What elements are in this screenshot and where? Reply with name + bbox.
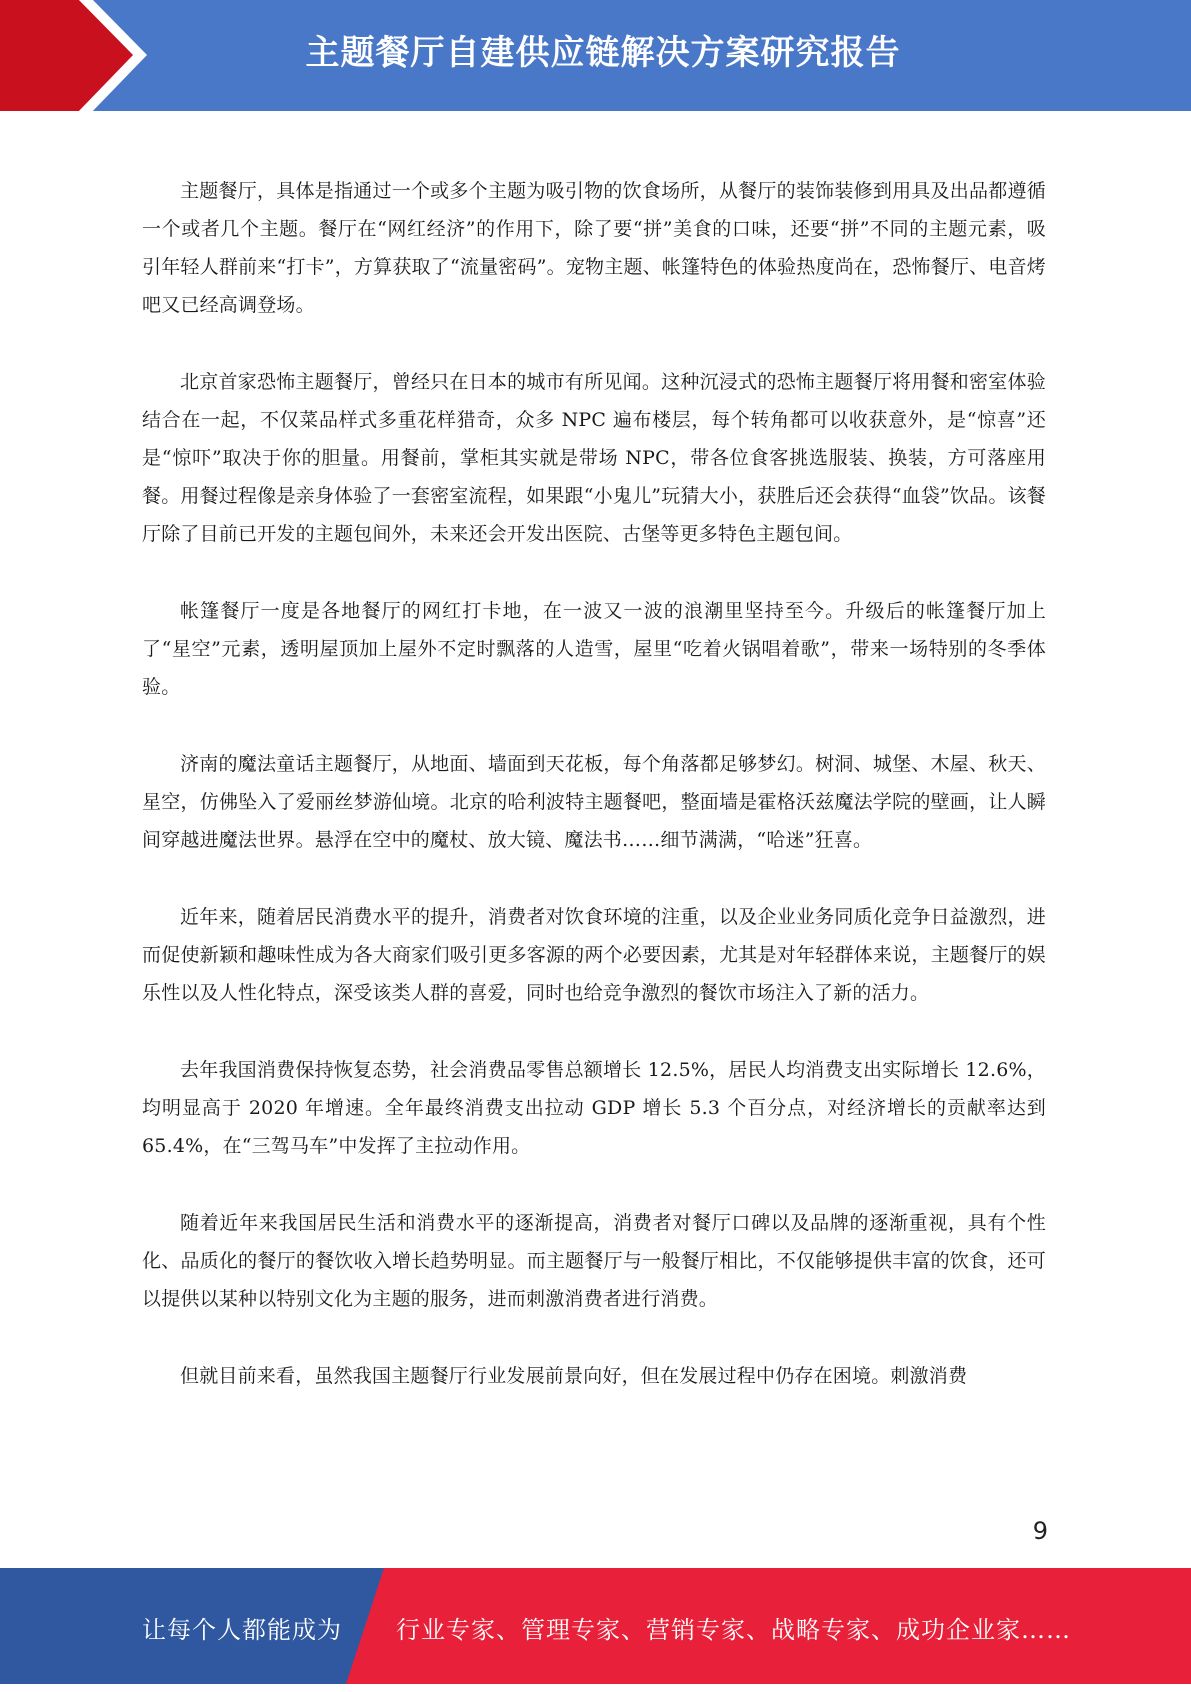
- paragraph: 帐篷餐厅一度是各地餐厅的网红打卡地，在一波又一波的浪潮里坚持至今。升级后的帐篷餐厅加上了“星空”元素，透明屋顶加上屋外不定时飘落的人造雪，屋里“吃着火锅唱着歌”，带来一场特别的冬季体验。: [142, 600, 1046, 698]
- report-footer: [0, 1568, 1191, 1684]
- paragraph: 但就目前来看，虽然我国主题餐厅行业发展前景向好，但在发展过程中仍存在困境。刺激消费: [180, 1365, 968, 1387]
- footer-slogan-right: 行业专家、管理专家、营销专家、战略专家、成功企业家……: [396, 1616, 1071, 1644]
- paragraph: 主题餐厅，具体是指通过一个或多个主题为吸引物的饮食场所，从餐厅的装饰装修到用具及出品都遵循一个或者几个主题。餐厅在“网红经济”的作用下，除了要“拼”美食的口味，还要“拼”不同的主题元素，吸引年轻人群前来“打卡”，方算获取了“流量密码”。宠物主题、帐篷特色的体验热度尚在，恐怖餐厅、电音烤吧又已经高调登场。: [142, 180, 1046, 316]
- report-title: 主题餐厅自建供应链解决方案研究报告: [305, 33, 901, 73]
- header-arrow-decoration: [0, 0, 160, 111]
- paragraph: 近年来，随着居民消费水平的提升，消费者对饮食环境的注重，以及企业业务同质化竞争日益激烈，进而促使新颖和趣味性成为各大商家们吸引更多客源的两个必要因素，尤其是对年轻群体来说，主题餐厅的娱乐性以及人性化特点，深受该类人群的喜爱，同时也给竞争激烈的餐饮市场注入了新的活力。: [142, 906, 1046, 1004]
- paragraph: 北京首家恐怖主题餐厅，曾经只在日本的城市有所见闻。这种沉浸式的恐怖主题餐厅将用餐和密室体验结合在一起，不仅菜品样式多重花样猎奇，众多 NPC 遍布楼层，每个转角都可以收获意外，是“惊喜”还是“惊吓”取决于你的胆量。用餐前，掌柜其实就是带场 NPC，带各位食客挑选服装、换装，方可落座用餐。用餐过程像是亲身体验了一套密室流程，如果跟“小鬼儿”玩猜大小，获胜后还会获得“血袋”饮品。该餐厅除了目前已开发的主题包间外，未来还会开发出医院、古堡等更多特色主题包间。: [142, 371, 1046, 545]
- report-header: [0, 0, 1191, 111]
- paragraph: 济南的魔法童话主题餐厅，从地面、墙面到天花板，每个角落都足够梦幻。树洞、城堡、木屋、秋天、星空，仿佛坠入了爱丽丝梦游仙境。北京的哈利波特主题餐吧，整面墙是霍格沃兹魔法学院的壁画，让人瞬间穿越进魔法世界。悬浮在空中的魔杖、放大镜、魔法书……细节满满，“哈迷”狂喜。: [142, 753, 1046, 851]
- footer-slogan-left: 让每个人都能成为: [142, 1616, 342, 1644]
- page-number: 9: [1032, 1517, 1048, 1545]
- main-content: [142, 172, 1046, 1434]
- header-arrow-red-shape: [0, 0, 135, 111]
- paragraph: 随着近年来我国居民生活和消费水平的逐渐提高，消费者对餐厅口碑以及品牌的逐渐重视，具有个性化、品质化的餐厅的餐饮收入增长趋势明显。而主题餐厅与一般餐厅相比，不仅能够提供丰富的饮食，还可以提供以某种以特别文化为主题的服务，进而刺激消费者进行消费。: [142, 1212, 1046, 1310]
- paragraph: 去年我国消费保持恢复态势，社会消费品零售总额增长 12.5%，居民人均消费支出实际增长 12.6%，均明显高于 2020 年增速。全年最终消费支出拉动 GDP 增长 5.3 个百分点，对经济增长的贡献率达到 65.4%，在“三驾马车”中发挥了主拉动作用。: [142, 1059, 1046, 1157]
